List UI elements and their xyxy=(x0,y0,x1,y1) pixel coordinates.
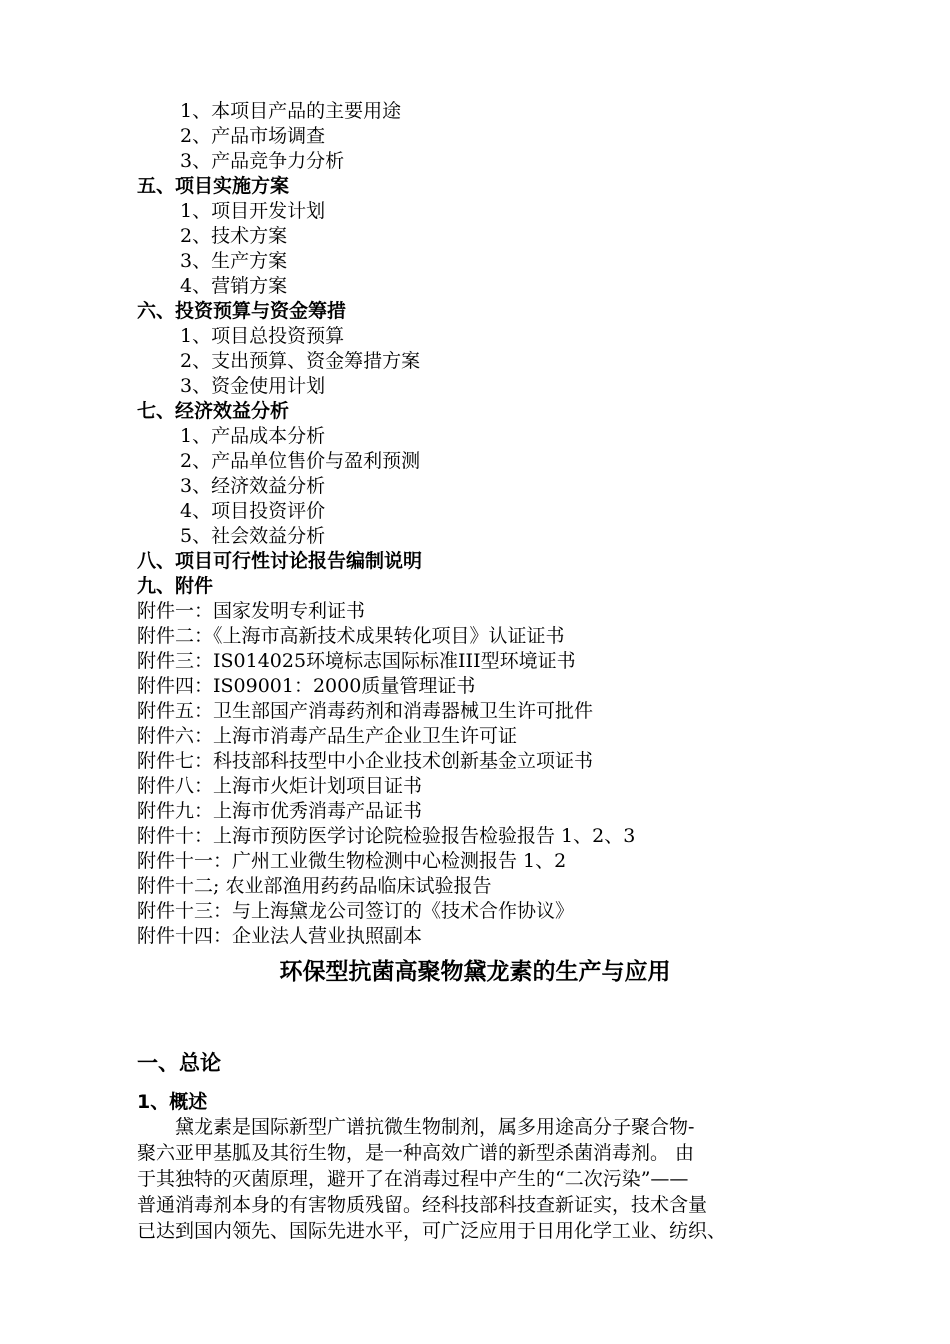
attachment-item: 附件十二; 农业部渔用药药品临床试验报告 xyxy=(137,875,492,897)
toc-item: 4、项目投资评价 xyxy=(180,500,326,522)
toc-item: 3、经济效益分析 xyxy=(180,475,326,497)
toc-item: 3、产品竞争力分析 xyxy=(180,150,345,172)
toc-item: 3、生产方案 xyxy=(180,250,288,272)
toc-item: 2、支出预算、资金筹措方案 xyxy=(180,350,421,372)
document-title: 环保型抗菌高聚物黛龙素的生产与应用 xyxy=(279,959,671,985)
attachment-item: 附件三：IS014025环境标志国际标准III型环境证书 xyxy=(137,650,576,672)
toc-item: 1、本项目产品的主要用途 xyxy=(180,100,402,122)
attachment-item: 附件二：《上海市高新技术成果转化项目》认证证书 xyxy=(137,625,565,647)
subsection-heading: 1、概述 xyxy=(137,1091,208,1113)
toc-heading: 八、项目可行性讨论报告编制说明 xyxy=(137,550,423,572)
attachment-item: 附件十：上海市预防医学讨论院检验报告检验报告 1、2、3 xyxy=(137,825,636,847)
paragraph-line: 黛龙素是国际新型广谱抗微生物制剂，属多用途高分子聚合物- xyxy=(175,1116,695,1138)
paragraph-line: 已达到国内领先、国际先进水平，可广泛应用于日用化学工业、纺织、 xyxy=(137,1220,727,1242)
toc-heading: 六、投资预算与资金筹措 xyxy=(137,300,347,322)
toc-item: 2、技术方案 xyxy=(180,225,288,247)
paragraph-line: 于其独特的灭菌原理，避开了在消毒过程中产生的“二次污染”—— xyxy=(137,1168,689,1190)
attachment-item: 附件九：上海市优秀消毒产品证书 xyxy=(137,800,423,822)
section-heading: 一、总论 xyxy=(137,1051,221,1075)
paragraph-line: 普通消毒剂本身的有害物质残留。经科技部科技查新证实，技术含量 xyxy=(137,1194,708,1216)
attachment-item: 附件十三：与上海黛龙公司签订的《技术合作协议》 xyxy=(137,900,575,922)
attachment-item: 附件一：国家发明专利证书 xyxy=(137,600,366,622)
toc-heading: 五、项目实施方案 xyxy=(137,175,290,197)
toc-item: 1、产品成本分析 xyxy=(180,425,326,447)
toc-item: 4、营销方案 xyxy=(180,275,288,297)
toc-item: 2、产品单位售价与盈利预测 xyxy=(180,450,421,472)
attachment-item: 附件十一：广州工业微生物检测中心检测报告 1、2 xyxy=(137,850,567,872)
toc-heading: 七、经济效益分析 xyxy=(137,400,290,422)
attachment-item: 附件四：IS09001：2000质量管理证书 xyxy=(137,675,476,697)
attachment-item: 附件六：上海市消毒产品生产企业卫生许可证 xyxy=(137,725,518,747)
attachment-item: 附件七：科技部科技型中小企业技术创新基金立项证书 xyxy=(137,750,594,772)
toc-item: 2、产品市场调查 xyxy=(180,125,326,147)
toc-heading: 九、附件 xyxy=(137,575,214,597)
toc-item: 5、社会效益分析 xyxy=(180,525,326,547)
toc-item: 1、项目总投资预算 xyxy=(180,325,345,347)
toc-item: 3、资金使用计划 xyxy=(180,375,326,397)
paragraph-line: 聚六亚甲基胍及其衍生物，是一种高效广谱的新型杀菌消毒剂。 由 xyxy=(137,1142,695,1164)
body-paragraph xyxy=(137,1114,822,1244)
attachment-item: 附件十四：企业法人营业执照副本 xyxy=(137,925,423,947)
toc-item: 1、项目开发计划 xyxy=(180,200,326,222)
attachment-item: 附件五：卫生部国产消毒药剂和消毒器械卫生许可批件 xyxy=(137,700,594,722)
attachment-item: 附件八：上海市火炬计划项目证书 xyxy=(137,775,423,797)
